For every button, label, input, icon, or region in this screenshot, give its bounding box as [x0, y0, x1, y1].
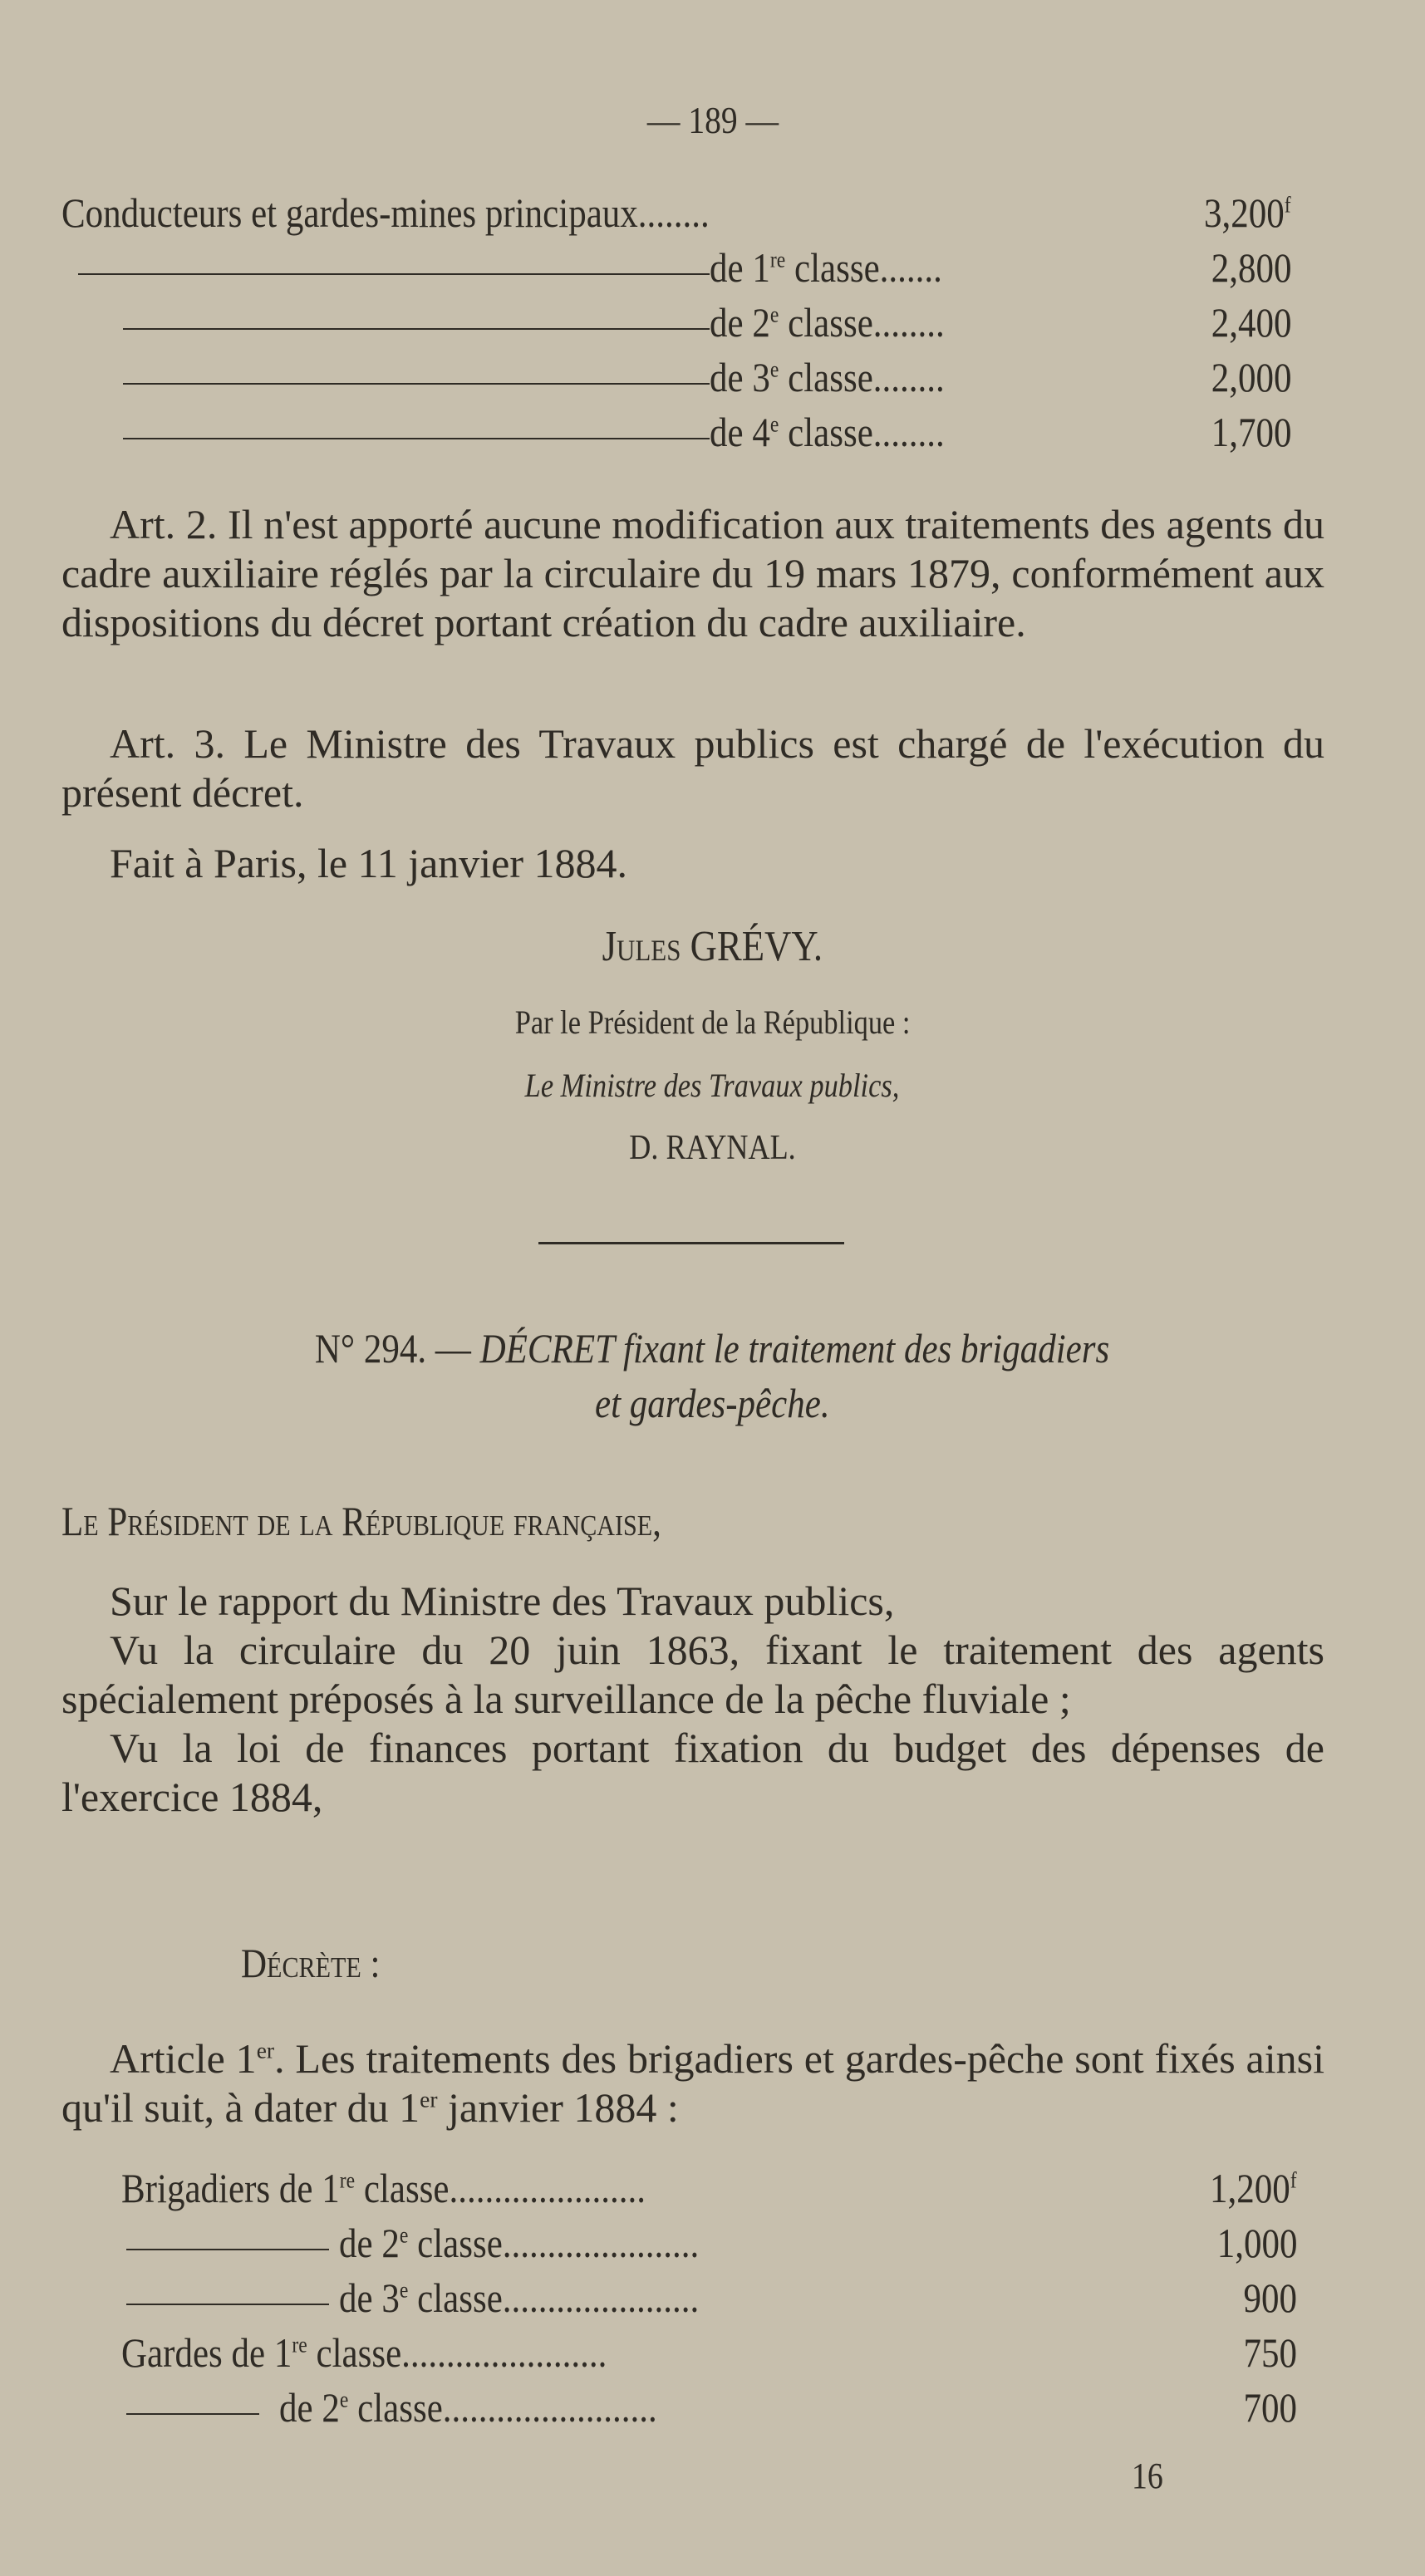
salary-row-gardes-1re: Gardes de 1re classe....................... 750	[121, 2325, 1297, 2380]
row-value: 900	[1243, 2274, 1297, 2321]
salary-row-gardes-2e: de 2e classe........................ 700	[121, 2380, 1297, 2435]
salary-row-2e: de 2e classe........ 2,400	[61, 295, 1291, 350]
row-value: 1,200	[1210, 2165, 1291, 2211]
ditto-dash	[126, 2249, 329, 2250]
salary-row-1re: de 1re classe....... 2,800	[61, 240, 1291, 295]
president-heading: Le Président de la République française,	[61, 1498, 661, 1544]
salary-row-brigadier-3e: de 3e classe...................... 900	[121, 2270, 1297, 2325]
row-value: 2,400	[1211, 299, 1291, 346]
considerants	[61, 1577, 1324, 1822]
countersign-line: Par le Président de la République :	[514, 1003, 911, 1041]
row-value: 700	[1243, 2384, 1297, 2431]
row-value: 2,000	[1211, 354, 1291, 400]
considerant-2: Vu la circulaire du 20 juin 1863, fixant le traitement des agents spécialement préposés à la surveillance de la pêche fluviale ;	[61, 1627, 1324, 1722]
salary-row-brigadier-1re: Brigadiers de 1re classe...................... 1,200$^f$	[121, 2165, 1297, 2211]
salary-row-brigadier-2e: de 2e classe...................... 1,000	[121, 2215, 1297, 2270]
ditto-dash	[78, 273, 710, 275]
signatory-name: Jules GRÉVY.	[602, 923, 823, 970]
salary-row-3e: de 3e classe........ 2,000	[61, 350, 1291, 405]
ditto-dash	[123, 328, 710, 330]
row-dots: ........	[637, 189, 710, 236]
decree-number: N° 294.	[315, 1325, 427, 1371]
decrete-heading: Décrète :	[241, 1940, 381, 1986]
ditto-dash	[126, 2304, 329, 2305]
page-number: — 189 —	[646, 99, 779, 141]
row-value: 1,000	[1216, 2220, 1297, 2266]
decree-title: N° 294. — DÉCRET fixant le traitement des brigadiers et gardes-pêche.	[315, 1325, 1110, 1426]
salary-row-principal	[61, 185, 1291, 240]
row-value: 2,800	[1211, 244, 1291, 291]
salary-row-4e: de 4e classe........ 1,700	[61, 405, 1291, 459]
minister-title: Le Ministre des Travaux publics,	[525, 1067, 900, 1104]
ditto-dash	[123, 438, 710, 439]
ditto-dash	[123, 383, 710, 385]
row-value: 3,200	[1204, 189, 1285, 236]
row-label: Conducteurs et gardes-mines principaux	[61, 189, 638, 236]
article-2: Art. 2. Il n'est apporté aucune modification aux traitements des agents du cadre auxiliaire réglés par la circulaire du 19 mars 1879, conformément aux dispositions du décret portant création du cadre auxiliaire.	[61, 501, 1324, 645]
section-divider	[538, 1242, 844, 1244]
signature-mark: 16	[1132, 2456, 1163, 2496]
decree-title-line2: et gardes-pêche.	[595, 1380, 830, 1426]
ditto-dash	[126, 2413, 259, 2415]
row-value: 1,700	[1211, 409, 1291, 455]
decree-title-line1: DÉCRET fixant le traitement des brigadiers	[480, 1325, 1110, 1371]
minister-name: D. RAYNAL.	[629, 1129, 796, 1167]
unit-mark: f	[1290, 2166, 1297, 2193]
article-1: Article 1er. Les traitements des brigadiers et gardes-pêche sont fixés ainsi qu'il suit, à dater du 1er janvier 1884 :	[61, 2035, 1324, 2131]
row-value: 750	[1243, 2329, 1297, 2376]
considerant-1: Sur le rapport du Ministre des Travaux publics,	[110, 1577, 895, 1624]
fait-line: Fait à Paris, le 11 janvier 1884.	[110, 840, 628, 886]
article-3: Art. 3. Le Ministre des Travaux publics est chargé de l'exécution du présent décret.	[61, 720, 1324, 816]
unit-mark: f	[1285, 191, 1291, 218]
considerant-3: Vu la loi de finances portant fixation du budget des dépenses de l'exercice 1884,	[61, 1725, 1324, 1820]
